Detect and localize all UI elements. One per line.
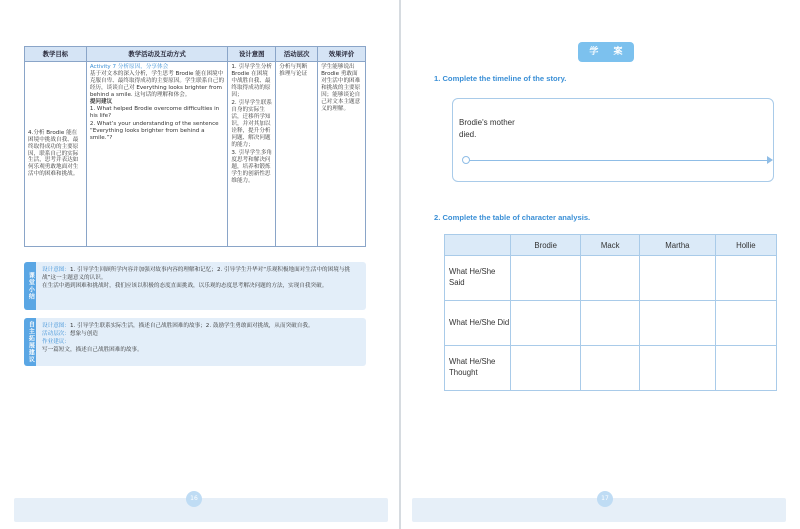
question-item: 1. What helped Brodie overcome difficulties in his life? <box>89 105 220 119</box>
evaluation-cell: 学生能够说出 Brodie 勇敢面对生活中的困难和挑战的主要原因；能够谈论自己对文本主题意义的理解。 <box>318 62 366 247</box>
column-header-mack: Mack <box>581 235 640 256</box>
worksheet-badge: 学 案 <box>578 42 634 62</box>
timeline-line <box>465 160 769 161</box>
answer-cell[interactable] <box>640 256 716 301</box>
homework-level: 想象与创造 <box>69 331 98 338</box>
column-header-hollie: Hollie <box>715 235 776 256</box>
homework-task: 写一篇短文，描述自己战胜困难的故事。 <box>42 347 143 354</box>
intent-cell <box>228 62 276 247</box>
answer-cell[interactable] <box>581 256 640 301</box>
header-level: 活动层次 <box>276 47 318 62</box>
row-header-said: What He/She Said <box>445 256 511 301</box>
corner-header <box>445 235 511 256</box>
answer-cell[interactable] <box>715 346 776 391</box>
answer-cell[interactable] <box>715 256 776 301</box>
table-row <box>25 62 366 247</box>
header-evaluation: 效果评价 <box>318 47 366 62</box>
answer-cell[interactable] <box>511 301 581 346</box>
column-header-martha: Martha <box>640 235 716 256</box>
intent-item: 3. 引导学生多角度思考和解决问题，培养和锻炼学生的创新性思维能力。 <box>231 149 273 184</box>
book-spine <box>399 0 401 529</box>
activity-cell <box>86 62 228 247</box>
activity-title: Activity 7 分析原因，分享体会 <box>89 64 169 70</box>
homework-box <box>24 318 366 366</box>
header-intent: 设计意图 <box>228 47 276 62</box>
homework-task-label: 作业建议： <box>42 339 70 346</box>
question-1: 1. Complete the timeline of the story. <box>434 74 567 83</box>
table-row <box>445 346 777 391</box>
homework-tag: 自主拓展建议 <box>24 318 36 366</box>
answer-cell[interactable] <box>640 301 716 346</box>
answer-cell[interactable] <box>511 346 581 391</box>
row-header-thought: What He/She Thought <box>445 346 511 391</box>
summary-text: 1. 引导学生回顾所学内容并加强对故事内容的理解和记忆；2. 引导学生升华对“乐观积极地面对生活中的困境与挑战”这一主题意义的认识。 <box>42 267 351 282</box>
column-header-brodie: Brodie <box>511 235 581 256</box>
answer-cell[interactable] <box>511 256 581 301</box>
timeline-box <box>452 98 774 182</box>
page-number: 16 <box>186 491 202 507</box>
question-item: 2. What’s your understanding of the sentence “Everything looks brighter from behind a smile.”? <box>89 120 219 141</box>
timeline-start-dot <box>462 156 470 164</box>
activity-body: 基于对文本的深入分析，学生思考 Brodie 能在困境中克服自卑、最终取得成功的主要原因。学生联系自己的经历，谈谈自己对 Everything looks brighter from behind a smile. 这句话的理解和体会。 <box>89 70 225 98</box>
timeline-entry: Brodie's mother died. <box>459 118 515 139</box>
header-activity: 教学活动及互动方式 <box>86 47 228 62</box>
right-page <box>400 0 800 529</box>
homework-level-label: 活动层次： <box>42 331 70 338</box>
summary-text-2: 在生活中遇到困难和挑战时，我们应该以积极的态度直面挑战，以乐观的态度思考解决问题的方法，实现自我突破。 <box>42 283 328 290</box>
goal-cell: 4.分析 Brodie 能在困境中挑战自我、最终取得成功的主要原因，联系自己的实际生活，思考并表达如何乐观勇敢地面对生活中的困难和挑战。 <box>25 62 87 247</box>
class-summary-box <box>24 262 366 310</box>
summary-tag: 课堂小结 <box>24 262 36 310</box>
homework-intent: 1. 引导学生联系实际生活，描述自己战胜困难的故事；2. 鼓励学生勇敢面对挑战，从而突破自我。 <box>69 323 314 329</box>
answer-cell[interactable] <box>715 301 776 346</box>
intent-item: 1. 引导学生分析 Brodie 在困境中战胜自我、最终取得成功的原因； <box>231 64 273 98</box>
timeline-arrow-icon <box>767 156 773 164</box>
answer-cell[interactable] <box>581 301 640 346</box>
table-row <box>445 256 777 301</box>
header-goal: 教学目标 <box>25 47 87 62</box>
level-cell: 分析与判断 推理与论证 <box>276 62 318 247</box>
table-row <box>445 301 777 346</box>
page-number: 17 <box>597 491 613 507</box>
character-analysis-table <box>444 234 777 391</box>
answer-cell[interactable] <box>581 346 640 391</box>
questions-title: 提问建议 <box>89 98 113 105</box>
summary-label: 设计意图： <box>42 267 70 273</box>
intent-item: 2. 引导学生联系自身的实际生活，迁移所学知识，并对其加以诠释，提升分析问题、解决问题的能力； <box>231 99 273 148</box>
lesson-plan-table <box>24 46 366 247</box>
question-2: 2. Complete the table of character analysis. <box>434 213 591 222</box>
homework-intent-label: 设计意图： <box>42 323 70 329</box>
answer-cell[interactable] <box>640 346 716 391</box>
row-header-did: What He/She Did <box>445 301 511 346</box>
